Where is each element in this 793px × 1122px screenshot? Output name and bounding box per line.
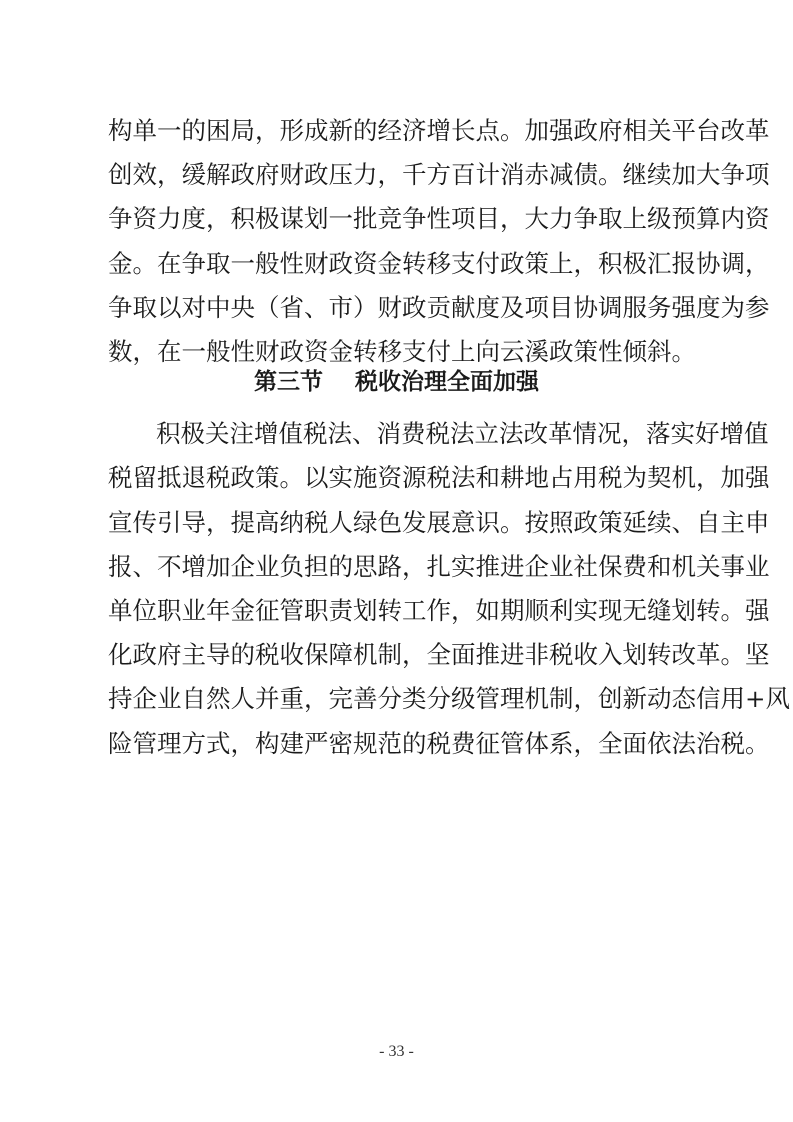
paragraph-2-line-2: 税留抵退税政策。以实施资源税法和耕地占用税为契机，加强	[108, 463, 770, 492]
paragraph-1-line-6: 数，在一般性财政资金转移支付上向云溪政策性倾斜。	[108, 337, 696, 366]
paragraph-1-line-2: 创效，缓解政府财政压力，千方百计消赤减债。继续加大争项	[108, 160, 770, 189]
paragraph-2-line-6: 化政府主导的税收保障机制，全面推进非税收入划转改革。坚	[108, 640, 770, 669]
paragraph-1-line-1: 构单一的困局，形成新的经济增长点。加强政府相关平台改革	[108, 116, 770, 145]
paragraph-2-line-5: 单位职业年金征管职责划转工作，如期顺利实现无缝划转。强	[108, 596, 770, 625]
page-number: - 33 -	[379, 1043, 414, 1060]
paragraph-2-line-3: 宣传引导，提高纳税人绿色发展意识。按照政策延续、自主申	[108, 508, 770, 537]
section-heading: 第三节 税收治理全面加强	[253, 369, 540, 395]
paragraph-1-line-5: 争取以对中央（省、市）财政贡献度及项目协调服务强度为参	[108, 293, 770, 322]
paragraph-1-line-3: 争资力度，积极谋划一批竞争性项目，大力争取上级预算内资	[108, 204, 770, 233]
paragraph-2-line-8: 险管理方式，构建严密规范的税费征管体系，全面依法治税。	[108, 729, 770, 758]
paragraph-2-line-7: 持企业自然人并重，完善分类分级管理机制，创新动态信用+风	[108, 684, 791, 713]
paragraph-1-line-4: 金。在争取一般性财政资金转移支付政策上，积极汇报协调，	[108, 249, 770, 278]
paragraph-2-line-4: 报、不增加企业负担的思路，扎实推进企业社保费和机关事业	[108, 552, 770, 581]
paragraph-2-line-1: 积极关注增值税法、消费税法立法改革情况，落实好增值	[156, 419, 769, 448]
